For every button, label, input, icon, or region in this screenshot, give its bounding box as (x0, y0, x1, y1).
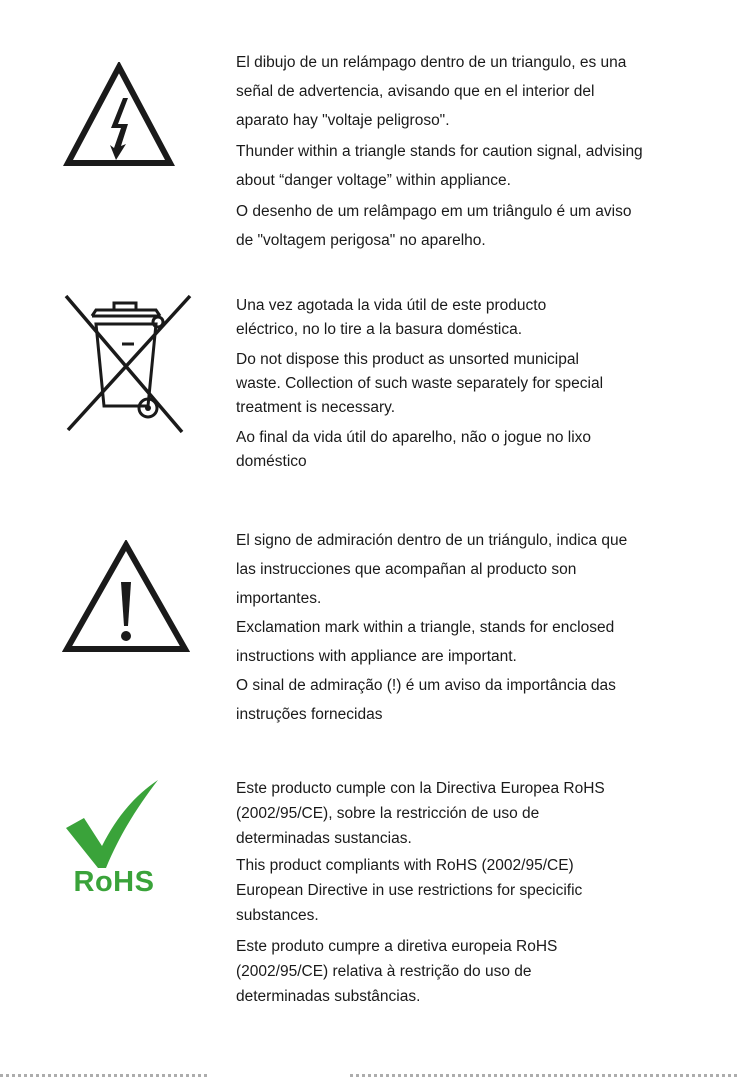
rohs-logo (64, 780, 164, 904)
paragraph-es: Este producto cumple con la Directiva Europea RoHS (2002/95/CE), sobre la restricción de uso de determinadas sustancias. (236, 780, 605, 847)
paragraph-es: El signo de admiración dentro de un triángulo, indica que las instrucciones que acompañan al producto son importantes. (236, 532, 628, 607)
section-text (236, 48, 686, 255)
paragraph-pt: Este produto cumpre a diretiva europeia RoHS (2002/95/CE) relativa à restrição do uso de determinadas substâncias. (236, 938, 558, 1005)
paragraph-en: Exclamation mark within a triangle, stands for enclosed instructions with appliance are important. (236, 619, 615, 665)
lightning-warning-triangle-icon (62, 62, 176, 168)
exclamation-warning-triangle-icon (62, 540, 190, 654)
scan-artifact-right (350, 1074, 737, 1077)
paragraph-es: El dibujo de un relámpago dentro de un triangulo, es una señal de advertencia, avisando que en el interior del aparato hay "voltaje peligroso". (236, 54, 627, 129)
paragraph-pt: O desenho de um relâmpago em um triângulo é um aviso de "voltagem perigosa" no aparelho. (236, 203, 632, 249)
scan-artifact-left (0, 1074, 210, 1077)
crossed-out-wheelie-bin-icon (62, 294, 192, 434)
section-text (236, 776, 686, 1009)
paragraph-pt: O sinal de admiração (!) é um aviso da importância das instruções fornecidas (236, 677, 616, 723)
rohs-logo-text: RoHS (73, 866, 155, 898)
paragraph-en: Do not dispose this product as unsorted municipal waste. Collection of such waste separately for special treatment is necessary. (236, 351, 604, 416)
paragraph-en: This product compliants with RoHS (2002/95/CE) European Directive in use restrictions for specicific substances. (236, 857, 583, 924)
rohs-checkmark-logo (64, 780, 164, 870)
paragraph-pt: Ao final da vida útil do aparelho, não o jogue no lixo doméstico (236, 429, 592, 470)
section-text (236, 526, 686, 729)
paragraph-es: Una vez agotada la vida útil de este producto eléctrico, no lo tire a la basura doméstica. (236, 297, 547, 338)
section-text (236, 294, 686, 474)
paragraph-en: Thunder within a triangle stands for caution signal, advising about “danger voltage” within appliance. (236, 143, 643, 189)
page-bottom-edge (0, 1070, 737, 1080)
